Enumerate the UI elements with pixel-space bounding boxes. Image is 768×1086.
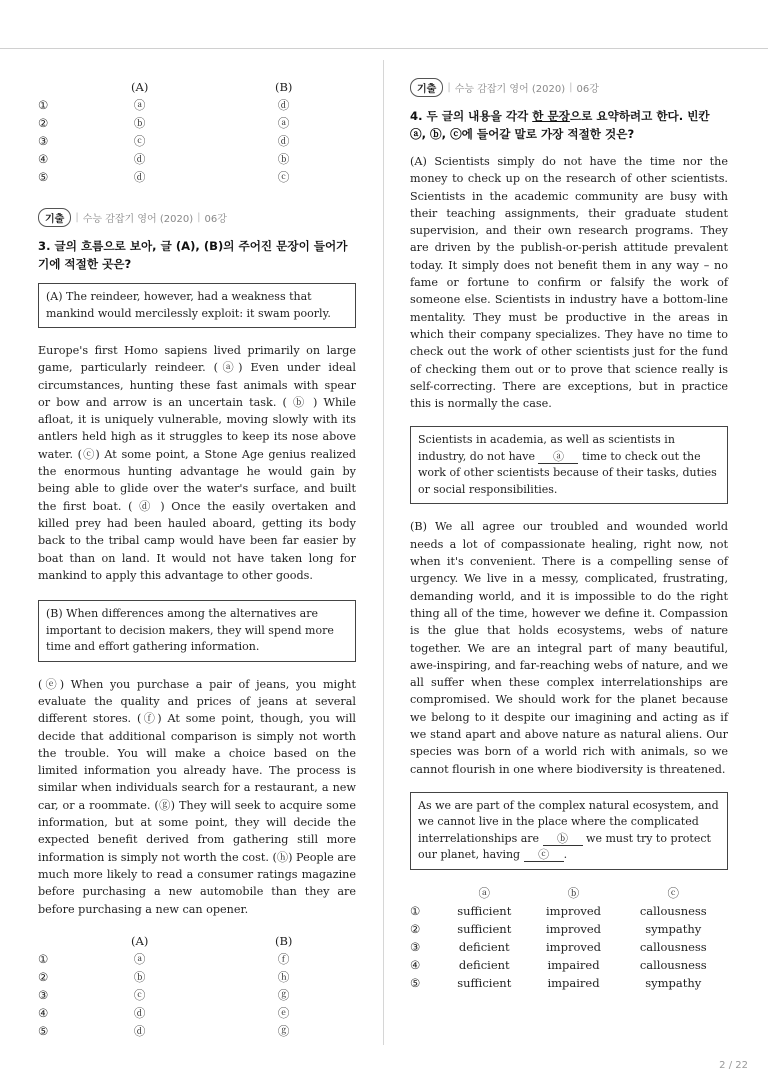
header-rule: [0, 48, 768, 49]
answer-row: ④ ⓓ ⓔ: [38, 1005, 290, 1020]
answer-header: (B): [274, 80, 293, 94]
passage-a: Europe's first Homo sapiens lived primarily on large game, particularly reindeer. (ⓐ) Even under ideal circumstances, hunting these fast animals with spear or bow and arrow is an uncertain task. ( ⓑ ) While afloat, it is uniquely vulnerable, moving slowly with its antlers held high as it struggles to keep its nose above water. (ⓒ) At some point, a Stone Age genius realized the enormous hunting advantage he would gain by being able to glide over the water's surface, and built the first boat. ( ⓓ ) Once the easily overtaken and killed prey had been hauled aboard, getting its body back to the tribal camp would have been far easier by boat than on land. It would not have taken long for mankind to apply this advantage to other goods.: [38, 344, 356, 582]
summary-box-a: Scientists in academia, as well as scientists in industry, do not have ⓐ time to check out the work of other scientists because of their tasks, duties or social responsibilities.: [410, 426, 728, 504]
column-divider: [383, 60, 384, 1045]
question-3-title: 3. 글의 흐름으로 보아, 글 (A), (B)의 주어진 문장이 들어가기에 적절한 곳은?: [38, 239, 348, 271]
answer-row: ③ deficient improved callousness: [410, 939, 707, 954]
answer-row: ② ⓑ ⓐ: [38, 116, 290, 130]
given-sentence-a: (A) The reindeer, however, had a weakness that mankind would mercilessly exploit: it swam poorly.: [38, 283, 356, 328]
given-sentence-b: (B) When differences among the alternatives are important to decision makers, they will spend more time and effort gathering information.: [38, 600, 356, 662]
source-tag: 기출 | 수능 감잡기 영어 (2020) | 06강: [410, 78, 728, 97]
left-column: [38, 78, 356, 1040]
answer-header: ⓐ: [478, 885, 490, 900]
question-4-answer-table: [410, 884, 728, 992]
blank-b: ⓑ: [543, 832, 583, 846]
answer-row: ⑤ ⓓ ⓒ: [38, 170, 290, 184]
answer-row: ④ deficient impaired callousness: [410, 957, 707, 972]
page-number: 2 / 22: [719, 1060, 748, 1071]
answer-header: (B): [274, 933, 293, 948]
tag-badge: 기출: [38, 208, 71, 227]
blank-c: ⓒ: [524, 848, 564, 862]
answer-header: ⓑ: [567, 885, 580, 900]
underlined-phrase: 한 문장: [532, 109, 570, 123]
source-tag: 기출 | 수능 감잡기 영어 (2020) | 06강: [38, 208, 356, 227]
question-3-answer-table: [38, 932, 356, 1040]
answer-row: ④ ⓓ ⓑ: [38, 152, 290, 166]
lesson-label: 06강: [576, 84, 599, 95]
source-label: 수능 감잡기 영어 (2020): [454, 84, 566, 95]
answer-header: ⓒ: [667, 885, 680, 900]
answer-row: ③ ⓒ ⓓ: [38, 134, 290, 148]
answer-row: ③ ⓒ ⓖ: [38, 987, 290, 1002]
answer-header: (A): [131, 933, 149, 948]
summary-box-b: As we are part of the complex natural ecosystem, and we cannot live in the place where the complicated interrelationships are ⓑ we must try to protect our planet, having ⓒ .: [410, 792, 728, 870]
answer-row: ⑤ ⓓ ⓖ: [38, 1023, 290, 1038]
previous-answer-table: [38, 78, 356, 186]
passage-b: (ⓔ) When you purchase a pair of jeans, you might evaluate the quality and prices of jeans at several different stores. (ⓕ) At some point, though, you will decide that additional comparison is simply not worth the trouble. You will make a choice based on the limited information you already have. The process is similar when individuals search for a restaurant, a new car, or a roommate. (ⓖ) They will seek to acquire some information, but at some point, they will decide the expected benefit derived from gathering still more information is simply not worth the cost. (ⓗ) People are much more likely to read a consumer ratings magazine before purchasing a new automobile than they are before purchasing a new can opener.: [38, 677, 356, 916]
lesson-label: 06강: [204, 214, 227, 225]
answer-row: ⑤ sufficient impaired sympathy: [410, 975, 702, 990]
passage-a: (A) Scientists simply do not have the time nor the money to check up on the research of other scientists. Scientists in the academic community are busy with their teaching assignments, their graduate student supervision, and their own research programs. They are driven by the publish-or-perish attitude prevalent today. It simply does not benefit them in any way – no fame or fortune to confirm or falsify the work of someone else. Scientists in industry have a bottom-line mentality. They must be productive in the areas in which their company specializes. They have no time to check out the work of other scientists just for the fund of checking them out or to prove that science really is self-correcting. There are exceptions, but in practice this is normally the case.: [410, 155, 728, 411]
answer-row: ① ⓐ ⓓ: [38, 98, 290, 112]
answer-header: (A): [131, 80, 149, 94]
blank-a: ⓐ: [538, 450, 578, 464]
source-label: 수능 감잡기 영어 (2020): [82, 214, 194, 225]
answer-row: ② sufficient improved sympathy: [410, 921, 702, 936]
passage-b: (B) We all agree our troubled and wounded world needs a lot of compassionate healing, right now, not when it's convenient. There is a compelling sense of urgency. We live in a messy, complicated, frustrating, demanding world, and it is impossible to do the right thing all of the time, however we define it. Compassion is the glue that holds ecosystems, webs of nature together. We are an integral part of many beautiful, awe-inspiring, and far-reaching webs of nature, and we all suffer when these complex interrelationships are compromised. We should work for the planet because we belong to it despite our imagining and acting as if we stand apart and above nature as natural aliens. Our species was born of a world rich with animals, so we cannot flourish in one where biodiversity is threatened.: [410, 520, 728, 776]
question-4-title: 4. 두 글의 내용을 각각 한 문장으로 요약하려고 한다. 빈칸 ⓐ, ⓑ, ⓒ에 들어갈 말로 가장 적절한 것은?: [410, 109, 710, 141]
right-column: [410, 78, 728, 992]
answer-row: ① sufficient improved callousness: [410, 903, 707, 918]
tag-badge: 기출: [410, 78, 443, 97]
answer-row: ② ⓑ ⓗ: [38, 969, 290, 984]
answer-row: ① ⓐ ⓕ: [38, 951, 290, 966]
